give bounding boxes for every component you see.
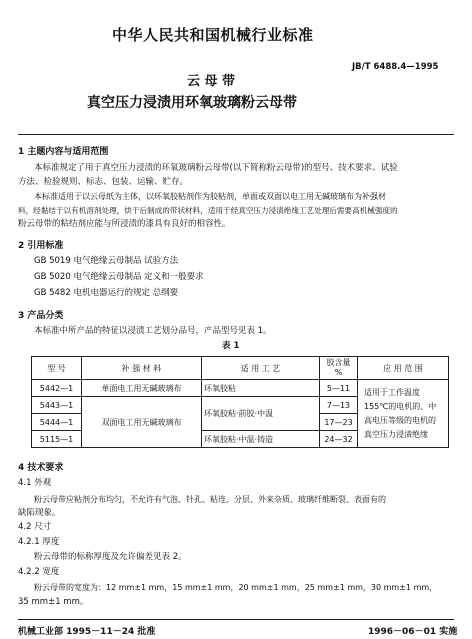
content-cell: 5—11 (320, 380, 358, 397)
effective-date: 1996－06－01 实施 (368, 627, 458, 637)
subsection-paragraph: 35 mm±1 mm。 (18, 597, 89, 607)
document-title: 云 母 带 (187, 74, 236, 89)
subsection-paragraph: 粉云母带应粘剂分布均匀，不允许有气泡、针孔、粘连、分层、外来杂质、玻璃纤维断裂、表面有的 (34, 495, 386, 504)
section-2-heading: 2 引用标准 (18, 241, 64, 251)
model-cell: 5443—1 (32, 397, 82, 414)
subsection-heading: 4.2 尺寸 (18, 522, 52, 532)
table-caption: 表 1 (222, 341, 240, 351)
model-cell: 5444—1 (32, 414, 82, 431)
section-3-heading: 3 产品分类 (18, 311, 64, 321)
table-header-cell: 应 用 范 围 (358, 357, 449, 380)
table-row (32, 380, 449, 397)
table-header-cell: 补 强 材 料 (82, 357, 202, 380)
standard-number: JB/T 6488.4—1995 (352, 62, 439, 72)
reference-item: GB 5019 电气绝缘云母制品 试验方法 (34, 256, 179, 266)
product-table (31, 356, 449, 448)
material-cell: 单面电工用无碱玻璃布 (82, 380, 202, 397)
subsection-paragraph: 粉云母带的标称厚度及允许偏差见表 2。 (34, 552, 187, 562)
process-cell: 环氧胶粘 (202, 380, 320, 397)
section-3-intro: 本标准中所产品的特征以浸渍工艺划分品号，产品型号见表 1。 (34, 326, 272, 336)
section-1-paragraph: 本标准适用于以云母纸为主体，以环氧胶粘剂作为胶粘剂，单面或双面以电工用无碱玻璃布为补强材 (34, 192, 386, 201)
subsection-paragraph: 粉云母带的宽度为：12 mm±1 mm，15 mm±1 mm，20 mm±1 mm，25 mm±1 mm，30 mm±1 mm， (34, 583, 438, 592)
section-1-paragraph: 方法、检验规则、标志、包装、运输、贮存。 (18, 177, 189, 187)
subsection-heading: 4.2.2 宽度 (18, 567, 60, 577)
section-1-paragraph: 料，经黏结于以有机溶剂处理，烘干后制成的带状材料，适用于经真空压力浸渍绝缘工艺处理后需要高机械强度的 (18, 206, 398, 215)
model-cell: 5442—1 (32, 380, 82, 397)
table-header-row (32, 357, 449, 380)
approval-date: 机械工业部 1995－11－24 批准 (18, 627, 156, 637)
section-1-paragraph: 本标准规定了用于真空压力浸渍的环氧玻璃粉云母带(以下简称粉云母带)的型号、技术要求、试验 (34, 163, 398, 173)
subsection-paragraph: 缺陷现象。 (18, 508, 61, 518)
header-rule (18, 134, 454, 135)
usage-cell: 适用于工作温度155℃的电机的、中高电压等级的电机的真空压力浸渍绝缘 (358, 380, 449, 448)
document-subtitle: 真空压力浸渍用环氧玻璃粉云母带 (87, 95, 297, 111)
content-cell: 17—23 (320, 414, 358, 431)
section-4-heading: 4 技术要求 (18, 463, 64, 473)
issuing-authority: 中华人民共和国机械行业标准 (112, 26, 314, 44)
reference-item: GB 5482 电机电器运行的规定 总纲要 (34, 288, 179, 298)
table-header-cell: 胶含量 % (320, 357, 358, 380)
content-cell: 24—32 (320, 431, 358, 448)
subsection-heading: 4.1 外观 (18, 478, 52, 488)
reference-item: GB 5020 电气绝缘云母制品 定义和一般要求 (34, 272, 204, 282)
model-cell: 5115—1 (32, 431, 82, 448)
footer-rule (18, 619, 454, 620)
table-header-cell: 适 用 工 艺 (202, 357, 320, 380)
subsection-heading: 4.2.1 厚度 (18, 537, 60, 547)
table-header-cell: 型 号 (32, 357, 82, 380)
material-cell: 双面电工用无碱玻璃布 (82, 397, 202, 448)
content-cell: 7—13 (320, 397, 358, 414)
process-cell: 环氧胶粘·中温·铸造 (202, 431, 320, 448)
section-1-heading: 1 主题内容与适用范围 (18, 147, 109, 157)
section-1-paragraph: 粉云母带的粘结剂应能与所浸渍的漆具有良好的相容性。 (18, 219, 231, 229)
process-cell: 环氧胶粘·前胶·中温 (202, 397, 320, 431)
